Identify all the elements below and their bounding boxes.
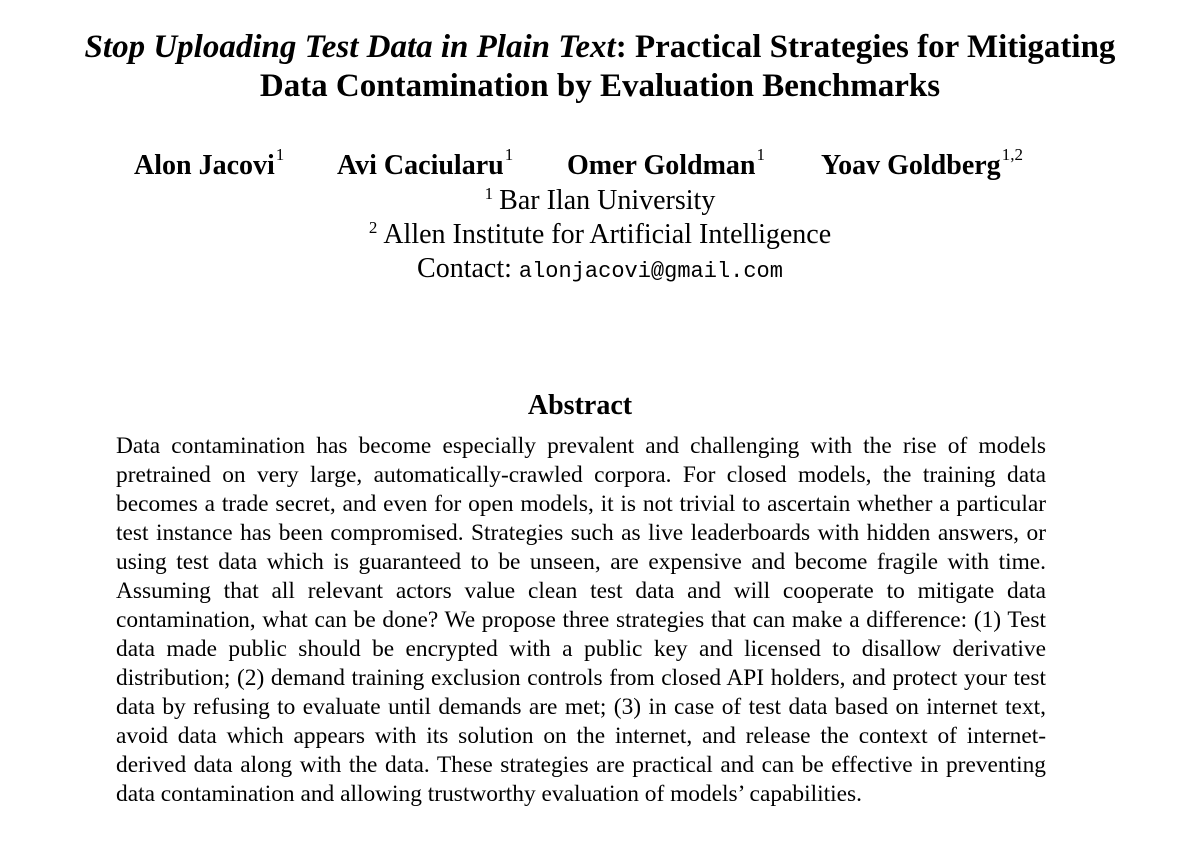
- contact-label: Contact:: [417, 253, 512, 284]
- author-name: Avi Caciularu: [337, 150, 504, 181]
- paper-title-line2: Data Contamination by Evaluation Benchmarks: [259, 68, 941, 104]
- abstract-heading: Abstract: [527, 390, 633, 421]
- author-3: [567, 144, 765, 184]
- author-list: [0, 144, 1200, 188]
- affiliation-name: Allen Institute for Artificial Intelligence: [383, 219, 832, 250]
- author-affiliation-mark: 1,2: [1001, 144, 1023, 164]
- paper-title-italic: Stop Uploading Test Data in Plain Text: [84, 29, 616, 65]
- author-name: Alon Jacovi: [134, 150, 275, 181]
- author-1: [134, 144, 285, 184]
- affiliation-2: [0, 218, 1200, 252]
- author-affiliation-mark: 1: [504, 144, 514, 164]
- paper-title: [20, 28, 1180, 106]
- author-affiliation-mark: 1: [756, 144, 765, 164]
- author-name: Yoav Goldberg: [821, 150, 1001, 181]
- author-name: Omer Goldman: [567, 150, 756, 181]
- author-4: [821, 144, 1023, 184]
- author-2: [337, 144, 514, 184]
- affiliation-number: 2: [368, 217, 378, 237]
- affiliation-1: [0, 184, 1200, 218]
- contact-email[interactable]: alonjacovi@gmail.com: [518, 259, 783, 284]
- affiliation-name: Bar Ilan University: [499, 185, 716, 216]
- affiliation-number: 1: [484, 183, 494, 203]
- abstract-text: Data contamination has become especially prevalent and challenging with the rise of models pretrained on very large, automatically-crawled corpora. For closed models, the training data becomes a trade secret, and even for open models, it is not trivial to ascertain whether a particular test instance has been compromised. Strategies such as live leaderboards with hidden answers, or using test data which is guaranteed to be unseen, are expensive and become fragile with time. Assuming that all relevant actors value clean test data and will cooperate to mitigate data contamination, what can be done? We propose three strategies that can make a difference: (1) Test data made public should be encrypted with a public key and licensed to disallow derivative distribution; (2) demand training exclusion controls from closed API holders, and protect your test data by refusing to evaluate until demands are met; (3) in case of test data based on internet text, avoid data which appears with its solution on the internet, and release the context of internet-derived data along with the data. These strategies are practical and can be effective in preventing data contamination and allowing trustworthy evaluation of models’ capabilities.: [116, 433, 1046, 807]
- contact-line: [0, 252, 1200, 289]
- author-affiliation-mark: 1: [275, 144, 285, 164]
- paper-title-rest: : Practical Strategies for Mitigating: [615, 29, 1116, 65]
